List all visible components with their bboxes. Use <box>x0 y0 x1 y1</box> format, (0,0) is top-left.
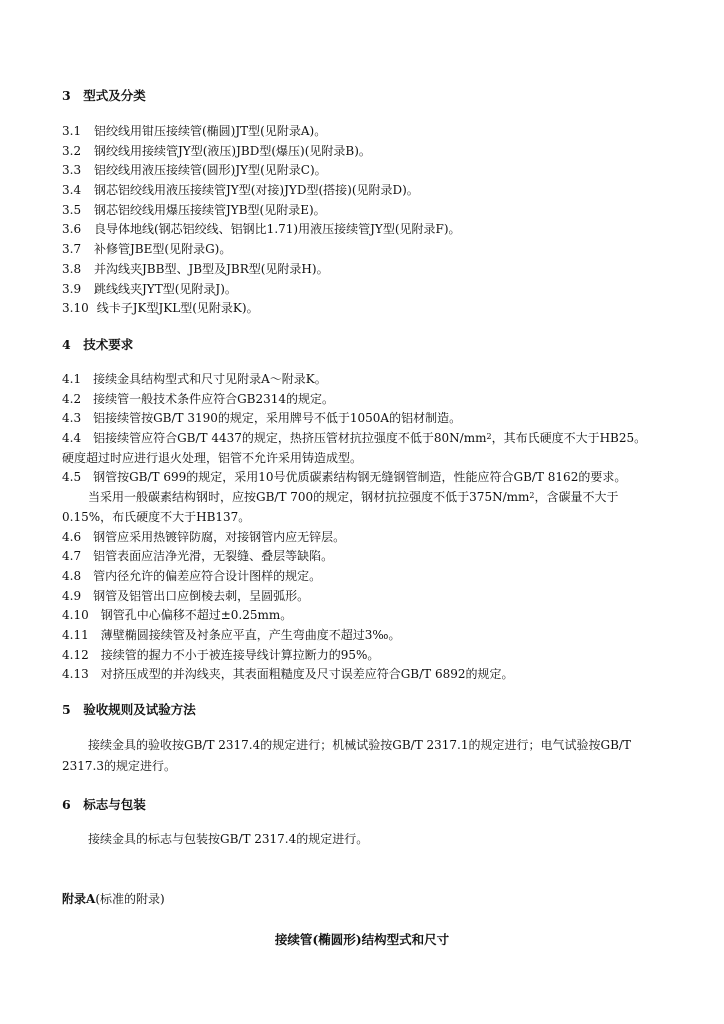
list-item <box>62 280 664 300</box>
clause-4-11: 4.11 薄壁椭圆接续管及衬条应平直，产生弯曲度不超过3‰。 <box>62 627 401 642</box>
list-item-number: 3.3 <box>62 163 82 178</box>
clause-4-5-continuation: 0.15%，布氏硬度不大于HB137。 <box>62 509 251 524</box>
section-5-line-2: 2317.3的规定进行。 <box>62 759 176 773</box>
clause-4-5-superscript: 2 <box>529 491 535 501</box>
clause-4-5: 4.5 钢管按GB/T 699的规定，采用10号优质碳素结构钢无缝钢管制造，性能应符合GB/T 8162的要求。 <box>62 470 627 485</box>
list-item-text: 钢绞线用接续管JY型(液压)JBD型(爆压)(见附录B)。 <box>94 143 371 158</box>
section-6-line: 接续金具的标志与包装按GB/T 2317.4的规定进行。 <box>88 832 369 846</box>
list-item-text: 补修管JBE型(见附录G)。 <box>94 242 232 257</box>
list-item <box>62 260 664 280</box>
clause-4-4-superscript: 2 <box>486 432 492 442</box>
clause-4-7: 4.7 铝管表面应洁净光滑，无裂缝、叠层等缺陷。 <box>62 549 334 564</box>
list-item-number: 3.6 <box>62 222 82 237</box>
list-item-text: 铝绞线用液压接续管(圆形)JY型(见附录C)。 <box>94 163 327 178</box>
list-item <box>62 220 664 240</box>
clause-4-9: 4.9 钢管及铝管出口应倒棱去刺，呈圆弧形。 <box>62 588 310 603</box>
list-item-text: 钢芯铝绞线用爆压接续管JYB型(见附录E)。 <box>94 202 326 217</box>
section-3-heading: 3 型式及分类 <box>62 88 146 103</box>
section-3-list <box>62 122 664 319</box>
section-5-heading: 5 验收规则及试验方法 <box>62 702 196 717</box>
section-4-list <box>62 370 664 685</box>
list-item <box>62 201 664 221</box>
clause-4-4-text-a: 4.4 铝接续管应符合GB/T 4437的规定，热挤压管材抗拉强度不低于80N/mm <box>62 431 487 446</box>
clause-4-6: 4.6 钢管应采用热镀锌防腐，对接钢管内应无锌层。 <box>62 529 346 544</box>
list-item <box>62 240 664 260</box>
list-item-text: 铝绞线用钳压接续管(椭圆)JT型(见附录A)。 <box>94 124 327 138</box>
list-item <box>62 299 664 319</box>
appendix-title: 附录A <box>62 892 96 906</box>
clause-4-13: 4.13 对挤压成型的并沟线夹，其表面粗糙度及尺寸误差应符合GB/T 6892的规定。 <box>62 667 514 682</box>
section-4-heading: 4 技术要求 <box>62 337 134 352</box>
list-item-text: 线卡子JK型JKL型(见附录K)。 <box>96 301 259 316</box>
clause-4-12: 4.12 接续管的握力不小于被连接导线计算拉断力的95%。 <box>62 647 380 662</box>
list-item-text: 并沟线夹JBB型、JB型及JBR型(见附录H)。 <box>94 261 329 276</box>
clause-4-5-text-b: ，含碳量不大于 <box>534 490 619 505</box>
list-item-text: 钢芯铝绞线用液压接续管JY型(对接)JYD型(搭接)(见附录D)。 <box>94 183 419 198</box>
list-item <box>62 142 664 162</box>
list-item-number: 3.7 <box>62 242 82 257</box>
list-item <box>62 181 664 201</box>
clause-4-10: 4.10 钢管孔中心偏移不超过±0.25mm。 <box>62 608 293 623</box>
list-item-number: 3.1 <box>62 124 82 138</box>
section-6-paragraph <box>62 829 664 850</box>
appendix-note: (标准的附录) <box>95 892 165 906</box>
list-item-number: 3.9 <box>62 281 82 296</box>
appendix-caption: 接续管(椭圆形)结构型式和尺寸 <box>274 932 450 947</box>
clause-4-4 <box>62 429 664 449</box>
list-item-number: 3.2 <box>62 143 82 158</box>
clause-4-4-text-b: ，其布氏硬度不大于HB25。 <box>491 431 647 446</box>
section-5-paragraph <box>62 735 664 777</box>
list-item-number: 3.8 <box>62 261 82 276</box>
list-item-text: 跳线线夹JYT型(见附录J)。 <box>94 281 237 296</box>
clause-4-5-text-a: 当采用一般碳素结构钢时，应按GB/T 700的规定，钢材抗拉强度不低于375N/mm <box>88 490 530 505</box>
clause-4-4-continuation: 硬度超过时应进行退火处理，铝管不允许采用铸造成型。 <box>62 450 363 465</box>
clause-4-8: 4.8 管内径允许的偏差应符合设计图样的规定。 <box>62 568 322 583</box>
list-item <box>62 161 664 181</box>
appendix-label <box>62 890 165 907</box>
list-item <box>62 122 664 142</box>
list-item-number: 3.4 <box>62 183 82 198</box>
list-item-text: 良导体地线(钢芯铝绞线、铝钢比1.71)用液压接续管JY型(见附录F)。 <box>94 222 461 237</box>
section-5-line-1: 接续金具的验收按GB/T 2317.4的规定进行；机械试验按GB/T 2317.1的规定进行；电气试验按GB/T <box>88 738 631 752</box>
list-item-number: 3.10 <box>62 301 89 316</box>
clause-4-1: 4.1 接续金具结构型式和尺寸见附录A～附录K。 <box>62 372 327 386</box>
clause-4-5-paragraph <box>62 488 664 508</box>
clause-4-3: 4.3 铝接续管按GB/T 3190的规定，采用牌号不低于1050A的铝材制造。 <box>62 411 462 426</box>
clause-4-2: 4.2 接续管一般技术条件应符合GB2314的规定。 <box>62 391 335 406</box>
list-item-number: 3.5 <box>62 202 82 217</box>
section-6-heading: 6 标志与包装 <box>62 797 146 812</box>
